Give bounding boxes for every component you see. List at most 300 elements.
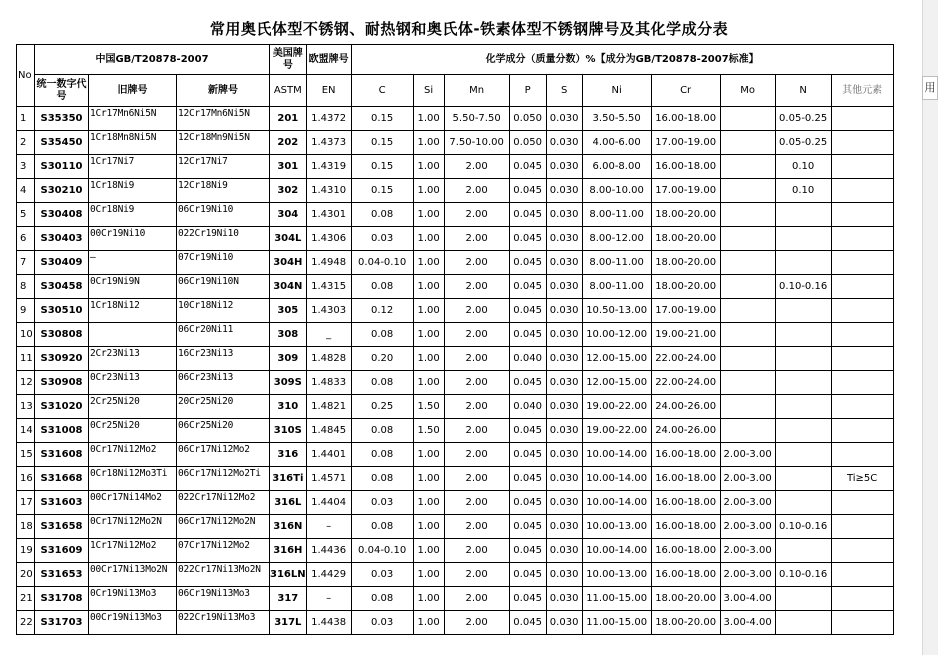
c-content: 0.15 bbox=[351, 107, 413, 131]
row-number: 3 bbox=[17, 155, 35, 179]
mo-content bbox=[720, 371, 775, 395]
mo-content bbox=[720, 347, 775, 371]
steel-grade-table bbox=[16, 44, 894, 635]
cr-content: 18.00-20.00 bbox=[651, 227, 720, 251]
ni-content: 11.00-15.00 bbox=[582, 611, 651, 635]
mn-content: 2.00 bbox=[444, 371, 509, 395]
mo-content: 2.00-3.00 bbox=[720, 443, 775, 467]
header-s: S bbox=[546, 75, 582, 107]
ni-content: 12.00-15.00 bbox=[582, 371, 651, 395]
si-content: 1.00 bbox=[413, 611, 444, 635]
p-content: 0.045 bbox=[509, 323, 546, 347]
unified-code: S31658 bbox=[35, 515, 89, 539]
si-content: 1.50 bbox=[413, 419, 444, 443]
table-row bbox=[17, 395, 894, 419]
astm-grade: 304N bbox=[270, 275, 307, 299]
cr-content: 16.00-18.00 bbox=[651, 155, 720, 179]
en-grade: _ bbox=[306, 323, 351, 347]
new-grade: 07Cr17Ni12Mo2 bbox=[177, 539, 270, 563]
en-grade: 1.4438 bbox=[306, 611, 351, 635]
c-content: 0.15 bbox=[351, 179, 413, 203]
mo-content: 2.00-3.00 bbox=[720, 491, 775, 515]
si-content: 1.00 bbox=[413, 275, 444, 299]
mn-content: 5.50-7.50 bbox=[444, 107, 509, 131]
si-content: 1.00 bbox=[413, 515, 444, 539]
row-number: 1 bbox=[17, 107, 35, 131]
row-number: 12 bbox=[17, 371, 35, 395]
mn-content: 2.00 bbox=[444, 587, 509, 611]
cr-content: 17.00-19.00 bbox=[651, 299, 720, 323]
mo-content bbox=[720, 395, 775, 419]
header-unified-code: 统一数字代号 bbox=[35, 75, 89, 107]
mn-content: 2.00 bbox=[444, 539, 509, 563]
astm-grade: 305 bbox=[270, 299, 307, 323]
cr-content: 18.00-20.00 bbox=[651, 251, 720, 275]
old-grade bbox=[89, 323, 177, 347]
unified-code: S31603 bbox=[35, 491, 89, 515]
ni-content: 8.00-11.00 bbox=[582, 251, 651, 275]
row-number: 2 bbox=[17, 131, 35, 155]
n-content bbox=[775, 227, 831, 251]
mo-content bbox=[720, 299, 775, 323]
other-elements bbox=[831, 299, 893, 323]
s-content: 0.030 bbox=[546, 251, 582, 275]
row-number: 20 bbox=[17, 563, 35, 587]
unified-code: S30458 bbox=[35, 275, 89, 299]
table-row bbox=[17, 491, 894, 515]
old-grade: 1Cr18Ni9 bbox=[89, 179, 177, 203]
n-content: 0.10-0.16 bbox=[775, 275, 831, 299]
table-row bbox=[17, 419, 894, 443]
header-n: N bbox=[775, 75, 831, 107]
s-content: 0.030 bbox=[546, 179, 582, 203]
en-grade: 1.4306 bbox=[306, 227, 351, 251]
unified-code: S35450 bbox=[35, 131, 89, 155]
ni-content: 4.00-6.00 bbox=[582, 131, 651, 155]
p-content: 0.045 bbox=[509, 203, 546, 227]
s-content: 0.030 bbox=[546, 443, 582, 467]
old-grade: 2Cr23Ni13 bbox=[89, 347, 177, 371]
cr-content: 22.00-24.00 bbox=[651, 371, 720, 395]
header-chem-group: 化学成分（质量分数）%【成分为GB/T20878-2007标准】 bbox=[351, 45, 893, 75]
cr-content: 24.00-26.00 bbox=[651, 419, 720, 443]
new-grade: 06Cr19Ni13Mo3 bbox=[177, 587, 270, 611]
n-content bbox=[775, 467, 831, 491]
mo-content bbox=[720, 131, 775, 155]
old-grade: 0Cr19Ni13Mo3 bbox=[89, 587, 177, 611]
new-grade: 12Cr17Ni7 bbox=[177, 155, 270, 179]
en-grade: 1.4301 bbox=[306, 203, 351, 227]
mn-content: 7.50-10.00 bbox=[444, 131, 509, 155]
row-number: 10 bbox=[17, 323, 35, 347]
en-grade: 1.4303 bbox=[306, 299, 351, 323]
table-row bbox=[17, 587, 894, 611]
si-content: 1.00 bbox=[413, 107, 444, 131]
p-content: 0.045 bbox=[509, 419, 546, 443]
mn-content: 2.00 bbox=[444, 155, 509, 179]
ni-content: 8.00-11.00 bbox=[582, 275, 651, 299]
other-elements bbox=[831, 155, 893, 179]
unified-code: S30403 bbox=[35, 227, 89, 251]
en-grade: 1.4845 bbox=[306, 419, 351, 443]
table-row bbox=[17, 107, 894, 131]
ni-content: 10.00-14.00 bbox=[582, 443, 651, 467]
header-row-2 bbox=[17, 75, 894, 107]
other-elements bbox=[831, 395, 893, 419]
table-row bbox=[17, 299, 894, 323]
header-si: Si bbox=[413, 75, 444, 107]
p-content: 0.040 bbox=[509, 347, 546, 371]
new-grade: 16Cr23Ni13 bbox=[177, 347, 270, 371]
other-elements bbox=[831, 227, 893, 251]
p-content: 0.045 bbox=[509, 251, 546, 275]
cr-content: 16.00-18.00 bbox=[651, 467, 720, 491]
c-content: 0.04-0.10 bbox=[351, 539, 413, 563]
cr-content: 16.00-18.00 bbox=[651, 491, 720, 515]
header-old-grade: 旧牌号 bbox=[89, 75, 177, 107]
n-content bbox=[775, 299, 831, 323]
p-content: 0.045 bbox=[509, 539, 546, 563]
unified-code: S31703 bbox=[35, 611, 89, 635]
n-content bbox=[775, 347, 831, 371]
ni-content: 19.00-22.00 bbox=[582, 395, 651, 419]
en-grade: 1.4315 bbox=[306, 275, 351, 299]
table-row bbox=[17, 467, 894, 491]
cr-content: 18.00-20.00 bbox=[651, 275, 720, 299]
c-content: 0.08 bbox=[351, 371, 413, 395]
row-number: 8 bbox=[17, 275, 35, 299]
s-content: 0.030 bbox=[546, 155, 582, 179]
ni-content: 8.00-10.00 bbox=[582, 179, 651, 203]
other-elements bbox=[831, 179, 893, 203]
unified-code: S30908 bbox=[35, 371, 89, 395]
mo-content bbox=[720, 227, 775, 251]
old-grade: — bbox=[89, 251, 177, 275]
cr-content: 16.00-18.00 bbox=[651, 107, 720, 131]
cr-content: 16.00-18.00 bbox=[651, 443, 720, 467]
c-content: 0.03 bbox=[351, 563, 413, 587]
ni-content: 10.00-13.00 bbox=[582, 563, 651, 587]
s-content: 0.030 bbox=[546, 131, 582, 155]
mo-content bbox=[720, 419, 775, 443]
header-cr: Cr bbox=[651, 75, 720, 107]
p-content: 0.045 bbox=[509, 371, 546, 395]
cr-content: 19.00-21.00 bbox=[651, 323, 720, 347]
ni-content: 8.00-12.00 bbox=[582, 227, 651, 251]
c-content: 0.08 bbox=[351, 203, 413, 227]
astm-grade: 316N bbox=[270, 515, 307, 539]
unified-code: S31020 bbox=[35, 395, 89, 419]
p-content: 0.045 bbox=[509, 179, 546, 203]
cr-content: 24.00-26.00 bbox=[651, 395, 720, 419]
en-grade: 1.4821 bbox=[306, 395, 351, 419]
si-content: 1.00 bbox=[413, 179, 444, 203]
s-content: 0.030 bbox=[546, 515, 582, 539]
p-content: 0.045 bbox=[509, 467, 546, 491]
unified-code: S31608 bbox=[35, 443, 89, 467]
header-en: EN bbox=[306, 75, 351, 107]
mn-content: 2.00 bbox=[444, 275, 509, 299]
table-row bbox=[17, 515, 894, 539]
row-number: 9 bbox=[17, 299, 35, 323]
c-content: 0.08 bbox=[351, 515, 413, 539]
ni-content: 19.00-22.00 bbox=[582, 419, 651, 443]
mn-content: 2.00 bbox=[444, 563, 509, 587]
old-grade: 00Cr17Ni14Mo2 bbox=[89, 491, 177, 515]
n-content: 0.10-0.16 bbox=[775, 563, 831, 587]
astm-grade: 316LN bbox=[270, 563, 307, 587]
n-content bbox=[775, 395, 831, 419]
old-grade: 1Cr18Ni12 bbox=[89, 299, 177, 323]
s-content: 0.030 bbox=[546, 275, 582, 299]
table-row bbox=[17, 275, 894, 299]
row-number: 21 bbox=[17, 587, 35, 611]
s-content: 0.030 bbox=[546, 419, 582, 443]
document-title: 常用奥氏体型不锈钢、耐热钢和奥氏体-铁素体型不锈钢牌号及其化学成分表 bbox=[209, 20, 729, 38]
ni-content: 11.00-15.00 bbox=[582, 587, 651, 611]
c-content: 0.04-0.10 bbox=[351, 251, 413, 275]
table-row bbox=[17, 563, 894, 587]
astm-grade: 302 bbox=[270, 179, 307, 203]
other-elements bbox=[831, 563, 893, 587]
c-content: 0.08 bbox=[351, 323, 413, 347]
new-grade: 12Cr18Mn9Ni5N bbox=[177, 131, 270, 155]
other-elements bbox=[831, 323, 893, 347]
row-number: 18 bbox=[17, 515, 35, 539]
p-content: 0.045 bbox=[509, 515, 546, 539]
n-content bbox=[775, 443, 831, 467]
astm-grade: 317 bbox=[270, 587, 307, 611]
old-grade: 1Cr17Ni12Mo2 bbox=[89, 539, 177, 563]
n-content: 0.05-0.25 bbox=[775, 131, 831, 155]
table-row bbox=[17, 179, 894, 203]
astm-grade: 304H bbox=[270, 251, 307, 275]
table-row bbox=[17, 323, 894, 347]
new-grade: 06Cr17Ni12Mo2 bbox=[177, 443, 270, 467]
n-content: 0.10-0.16 bbox=[775, 515, 831, 539]
mn-content: 2.00 bbox=[444, 467, 509, 491]
n-content bbox=[775, 611, 831, 635]
astm-grade: 309S bbox=[270, 371, 307, 395]
header-mn: Mn bbox=[444, 75, 509, 107]
row-number: 22 bbox=[17, 611, 35, 635]
table-row bbox=[17, 155, 894, 179]
s-content: 0.030 bbox=[546, 347, 582, 371]
unified-code: S31609 bbox=[35, 539, 89, 563]
table-row bbox=[17, 227, 894, 251]
astm-grade: 317L bbox=[270, 611, 307, 635]
unified-code: S30409 bbox=[35, 251, 89, 275]
p-content: 0.045 bbox=[509, 275, 546, 299]
mo-content bbox=[720, 203, 775, 227]
new-grade: 06Cr20Ni11 bbox=[177, 323, 270, 347]
mn-content: 2.00 bbox=[444, 299, 509, 323]
row-number: 17 bbox=[17, 491, 35, 515]
n-content bbox=[775, 371, 831, 395]
unified-code: S30808 bbox=[35, 323, 89, 347]
en-grade: 1.4833 bbox=[306, 371, 351, 395]
ni-content: 10.00-14.00 bbox=[582, 467, 651, 491]
p-content: 0.045 bbox=[509, 563, 546, 587]
table-row bbox=[17, 131, 894, 155]
astm-grade: 310S bbox=[270, 419, 307, 443]
old-grade: 1Cr17Mn6Ni5N bbox=[89, 107, 177, 131]
unified-code: S30408 bbox=[35, 203, 89, 227]
mn-content: 2.00 bbox=[444, 395, 509, 419]
header-p: P bbox=[509, 75, 546, 107]
new-grade: 06Cr25Ni20 bbox=[177, 419, 270, 443]
mn-content: 2.00 bbox=[444, 419, 509, 443]
n-content: 0.10 bbox=[775, 179, 831, 203]
unified-code: S30510 bbox=[35, 299, 89, 323]
other-elements bbox=[831, 371, 893, 395]
other-elements bbox=[831, 251, 893, 275]
c-content: 0.03 bbox=[351, 491, 413, 515]
ni-content: 10.00-12.00 bbox=[582, 323, 651, 347]
mo-content bbox=[720, 275, 775, 299]
header-us-grade: 美国牌号 bbox=[270, 45, 307, 75]
p-content: 0.045 bbox=[509, 587, 546, 611]
en-grade: 1.4828 bbox=[306, 347, 351, 371]
si-content: 1.00 bbox=[413, 371, 444, 395]
old-grade: 0Cr23Ni13 bbox=[89, 371, 177, 395]
old-grade: 1Cr17Ni7 bbox=[89, 155, 177, 179]
unified-code: S31708 bbox=[35, 587, 89, 611]
astm-grade: 316H bbox=[270, 539, 307, 563]
mo-content bbox=[720, 107, 775, 131]
astm-grade: 202 bbox=[270, 131, 307, 155]
s-content: 0.030 bbox=[546, 299, 582, 323]
mn-content: 2.00 bbox=[444, 515, 509, 539]
ni-content: 10.00-14.00 bbox=[582, 539, 651, 563]
new-grade: 022Cr17Ni12Mo2 bbox=[177, 491, 270, 515]
header-mo: Mo bbox=[720, 75, 775, 107]
s-content: 0.030 bbox=[546, 227, 582, 251]
row-number: 19 bbox=[17, 539, 35, 563]
ni-content: 6.00-8.00 bbox=[582, 155, 651, 179]
other-elements bbox=[831, 203, 893, 227]
unified-code: S30210 bbox=[35, 179, 89, 203]
si-content: 1.50 bbox=[413, 395, 444, 419]
si-content: 1.00 bbox=[413, 251, 444, 275]
n-content bbox=[775, 203, 831, 227]
ni-content: 10.00-14.00 bbox=[582, 491, 651, 515]
astm-grade: 316L bbox=[270, 491, 307, 515]
mn-content: 2.00 bbox=[444, 227, 509, 251]
c-content: 0.08 bbox=[351, 587, 413, 611]
astm-grade: 201 bbox=[270, 107, 307, 131]
si-content: 1.00 bbox=[413, 467, 444, 491]
mo-content: 2.00-3.00 bbox=[720, 515, 775, 539]
p-content: 0.050 bbox=[509, 131, 546, 155]
old-grade: 0Cr19Ni9N bbox=[89, 275, 177, 299]
header-astm: ASTM bbox=[270, 75, 307, 107]
si-content: 1.00 bbox=[413, 227, 444, 251]
table-row bbox=[17, 611, 894, 635]
new-grade: 10Cr18Ni12 bbox=[177, 299, 270, 323]
table-row bbox=[17, 443, 894, 467]
en-grade: 1.4310 bbox=[306, 179, 351, 203]
p-content: 0.040 bbox=[509, 395, 546, 419]
ni-content: 12.00-15.00 bbox=[582, 347, 651, 371]
en-grade: 1.4401 bbox=[306, 443, 351, 467]
mn-content: 2.00 bbox=[444, 443, 509, 467]
new-grade: 06Cr23Ni13 bbox=[177, 371, 270, 395]
en-grade: 1.4571 bbox=[306, 467, 351, 491]
side-tab-button[interactable]: 用 bbox=[922, 76, 938, 100]
si-content: 1.00 bbox=[413, 563, 444, 587]
new-grade: 12Cr17Mn6Ni5N bbox=[177, 107, 270, 131]
s-content: 0.030 bbox=[546, 323, 582, 347]
si-content: 1.00 bbox=[413, 587, 444, 611]
cr-content: 17.00-19.00 bbox=[651, 179, 720, 203]
row-number: 13 bbox=[17, 395, 35, 419]
unified-code: S31653 bbox=[35, 563, 89, 587]
astm-grade: 301 bbox=[270, 155, 307, 179]
new-grade: 06Cr17Ni12Mo2Ti bbox=[177, 467, 270, 491]
p-content: 0.045 bbox=[509, 611, 546, 635]
row-number: 14 bbox=[17, 419, 35, 443]
en-grade: 1.4372 bbox=[306, 107, 351, 131]
other-elements bbox=[831, 131, 893, 155]
header-eu-grade: 欧盟牌号 bbox=[306, 45, 351, 75]
mo-content: 2.00-3.00 bbox=[720, 467, 775, 491]
row-number: 15 bbox=[17, 443, 35, 467]
c-content: 0.20 bbox=[351, 347, 413, 371]
mn-content: 2.00 bbox=[444, 611, 509, 635]
old-grade: 00Cr19Ni13Mo3 bbox=[89, 611, 177, 635]
old-grade: 0Cr18Ni12Mo3Ti bbox=[89, 467, 177, 491]
s-content: 0.030 bbox=[546, 107, 582, 131]
c-content: 0.03 bbox=[351, 227, 413, 251]
mn-content: 2.00 bbox=[444, 347, 509, 371]
row-number: 7 bbox=[17, 251, 35, 275]
p-content: 0.045 bbox=[509, 299, 546, 323]
old-grade: 0Cr18Ni9 bbox=[89, 203, 177, 227]
s-content: 0.030 bbox=[546, 203, 582, 227]
other-elements bbox=[831, 443, 893, 467]
astm-grade: 310 bbox=[270, 395, 307, 419]
old-grade: 0Cr17Ni12Mo2 bbox=[89, 443, 177, 467]
new-grade: 07Cr19Ni10 bbox=[177, 251, 270, 275]
unified-code: S35350 bbox=[35, 107, 89, 131]
table-row bbox=[17, 203, 894, 227]
astm-grade: 304L bbox=[270, 227, 307, 251]
s-content: 0.030 bbox=[546, 395, 582, 419]
header-new-grade: 新牌号 bbox=[177, 75, 270, 107]
mo-content: 3.00-4.00 bbox=[720, 587, 775, 611]
n-content: 0.10 bbox=[775, 155, 831, 179]
si-content: 1.00 bbox=[413, 131, 444, 155]
en-grade: 1.4404 bbox=[306, 491, 351, 515]
old-grade: 0Cr25Ni20 bbox=[89, 419, 177, 443]
c-content: 0.03 bbox=[351, 611, 413, 635]
si-content: 1.00 bbox=[413, 491, 444, 515]
table-row bbox=[17, 251, 894, 275]
mo-content: 2.00-3.00 bbox=[720, 539, 775, 563]
astm-grade: 316Ti bbox=[270, 467, 307, 491]
other-elements bbox=[831, 107, 893, 131]
header-c: C bbox=[351, 75, 413, 107]
cr-content: 18.00-20.00 bbox=[651, 611, 720, 635]
mo-content: 3.00-4.00 bbox=[720, 611, 775, 635]
mo-content: 2.00-3.00 bbox=[720, 563, 775, 587]
ni-content: 8.00-11.00 bbox=[582, 203, 651, 227]
old-grade: 1Cr18Mn8Ni5N bbox=[89, 131, 177, 155]
c-content: 0.08 bbox=[351, 419, 413, 443]
mo-content bbox=[720, 323, 775, 347]
new-grade: 06Cr17Ni12Mo2N bbox=[177, 515, 270, 539]
